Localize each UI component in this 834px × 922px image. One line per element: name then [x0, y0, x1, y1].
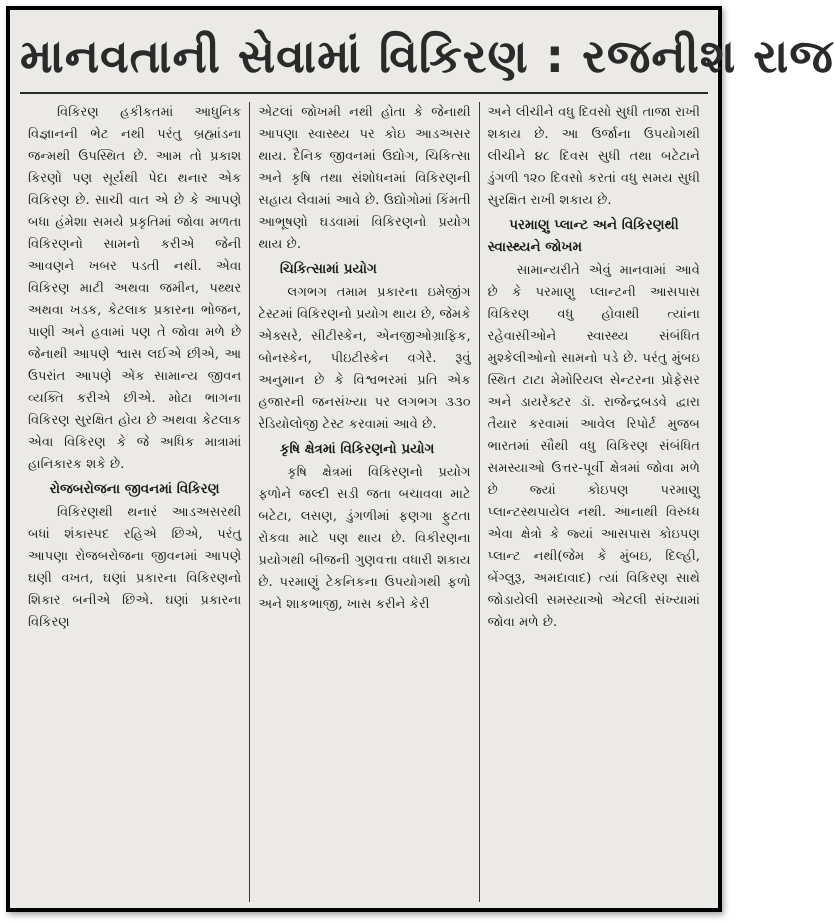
- paragraph: સામાન્યરીતે એવું માનવામાં આવે છે કે પરમાણુ પ્લાન્ટની આસપાસ વિકિરણ વધુ હોવાથી ત્યાંના રહેવાસીઓને સ્વાસ્થ્ય સંબંધિત મુશ્કેલીઓનો સામનો પડે છે. પરંતુ મુંબઇ સ્થિત ટાટા મેમોરિયલ સેન્ટરના પ્રોફેસર અને ડાયરેક્ટર ડૉ. રાજેન્દ્રબડવે દ્વારા તૈયાર કરવામાં આવેલ રિપોર્ટ મુજબ ભારતમાં સૌથી વધુ વિકિરણ સંબંધિત સમસ્યાઓ ઉત્તર-પૂર્વી ક્ષેત્રમાં જોવા મળે છે જ્યાં કોઇપણ પરમાણુ પ્લાન્ટસ્થપાયેલ નથી. આનાથી વિરુધ્ધ એવા ક્ષેત્રો કે જ્યાં આસપાસ કોઇપણ પ્લાન્ટ નથી(જેમ કે મુંબઇ, દિલ્હી, બેંગ્લુરૂ, અમદાવાદ) ત્યાં વિકિરણ સાથે જોડાયેલી સમસ્યાઓ એટલી સંખ્યામાં જોવા મળે છે.: [487, 263, 700, 630]
- paragraph: વિકિરણથી થનારં આડઅસરથી બધાં શંકાસ્પદ રહિએ છિએ, પરંતુ આપણા રોજબરોજના જીવનમાં આપણે ઘણી વખત, ઘણાં પ્રકારના વિકિરણનો શિકાર બનીએ છિએ. ઘણાં પ્રકારના વિકિરણ: [28, 505, 242, 630]
- headline: માનવતાની સેવામાં વિકિરણ : રજનીશ રાજ: [20, 20, 708, 94]
- subheading: ચિકિત્સામાં પ્રયોગ: [279, 261, 377, 277]
- paragraph: એટલાં જોખમી નથી હોતા કે જેનાથી આપણા સ્વાસ્થ્ય પર કોઇ આડઅસર થાય. દૈનિક જીવનમાં ઉદ્યોગ, ચિકિત્સા અને કૃષિ તથા સંશોધનમાં વિકિરણની સહાય લેવામાં આવે છે. ઉદ્યોગોમાં કિંમતી આભૂષણો ઘડવામાં વિકિરણનો પ્રયોગ થાય છે.: [258, 105, 471, 252]
- subheading: પરમાણુ પ્લાન્ટ અને વિકિરણથી સ્વાસ્થ્યને જોખમ: [487, 217, 679, 255]
- newspaper-clipping: [6, 6, 834, 912]
- article: [10, 10, 834, 908]
- column-2: [249, 102, 478, 902]
- column-1: [20, 102, 249, 902]
- paragraph: લગભગ તમામ પ્રકારના ઇમેજીંગ ટેસ્ટમાં વિકિરણનો પ્રયોગ થાય છે, જેમકે એક્સરે, સીટીસ્કેન, એનજીઓગ્રાફિક, બોનસ્કેન, પીઇટીસ્કેન વગેરે. રૂવું અનુમાન છે કે વિશ્વભરમાં પ્રતિ એક હજારની જનસંખ્યા પર લગભગ ૩૩૦ રેડિયોલોજી ટેસ્ટ કરવામાં આવે છે.: [258, 285, 471, 432]
- paragraph: અને લીચીને વધુ દિવસો સુધી તાજા રાખી શકાય છે. આ ઉર્જાના ઉપયોગથી લીચીને ૪૮ દિવસ સુધી તથા બટેટાને ડુંગળી ૧૨૦ દિવસો કરતાં વધુ સમય સુધી સુરક્ષિત રાખી શકાય છે.: [487, 105, 700, 208]
- paragraph: વિકિરણ હકીકતમાં આધુનિક વિજ્ઞાનની ભેટ નથી પરંતુ બ્રહ્માંડના જન્મથી ઉપસ્થિત છે. આમ તો પ્રકાશ કિરણો પણ સૂર્યથી પેદા થનાર એક વિકિરણ છે. સાચી વાત એ છે કે આપણે બધા હંમેશા સમયે પ્રકૃતિમાં જોવા મળતા વિકિરણનો સામનો કરીએ જેની આવણને ખબર પડતી નથી. એવા વિકિરણ માટી અથવા જમીન, પથ્થર અથવા ખડક, કેટલાક પ્રકારના ભોજન, પાણી અને હવામાં પણ તે જોવા મળે છે જેનાથી આપણે શ્વાસ લઈએ છીએ, આ ઉપરાંત આપણે એક સામાન્ય જીવન વ્યક્તિ કરીએ છીએ. મોટા ભાગના વિકિરણ સુરક્ષિત હોય છે અથવા કેટલાક એવા વિકિરણ કે જે અધિક માત્રામાં હાનિકારક શકે છે.: [28, 105, 242, 472]
- column-3: [479, 102, 708, 902]
- subheading: રોજબરોજના જીવનમાં વિકિરણ: [49, 481, 220, 497]
- paragraph: કૃષિ ક્ષેત્રમાં વિકિરણનો પ્રયોગ ફળોને જલ્દી સડી જતા બચાવવા માટે બટેટા, લસણ, ડુંગળીમાં ફણગા ફુટતા રોકવા માટે પણ થાય છે. વિકીરણના પ્રયોગથી બીજની ગુણવત્તા વધારી શકાય છે. પરમાણું ટેકનિકના ઉપયોગથી ફળો અને શાકભાજી, ખાસ કરીને કેરી: [258, 465, 471, 612]
- subheading: કૃષિ ક્ષેત્રમાં વિકિરણનો પ્રયોગ: [279, 441, 435, 457]
- article-columns: [20, 102, 708, 902]
